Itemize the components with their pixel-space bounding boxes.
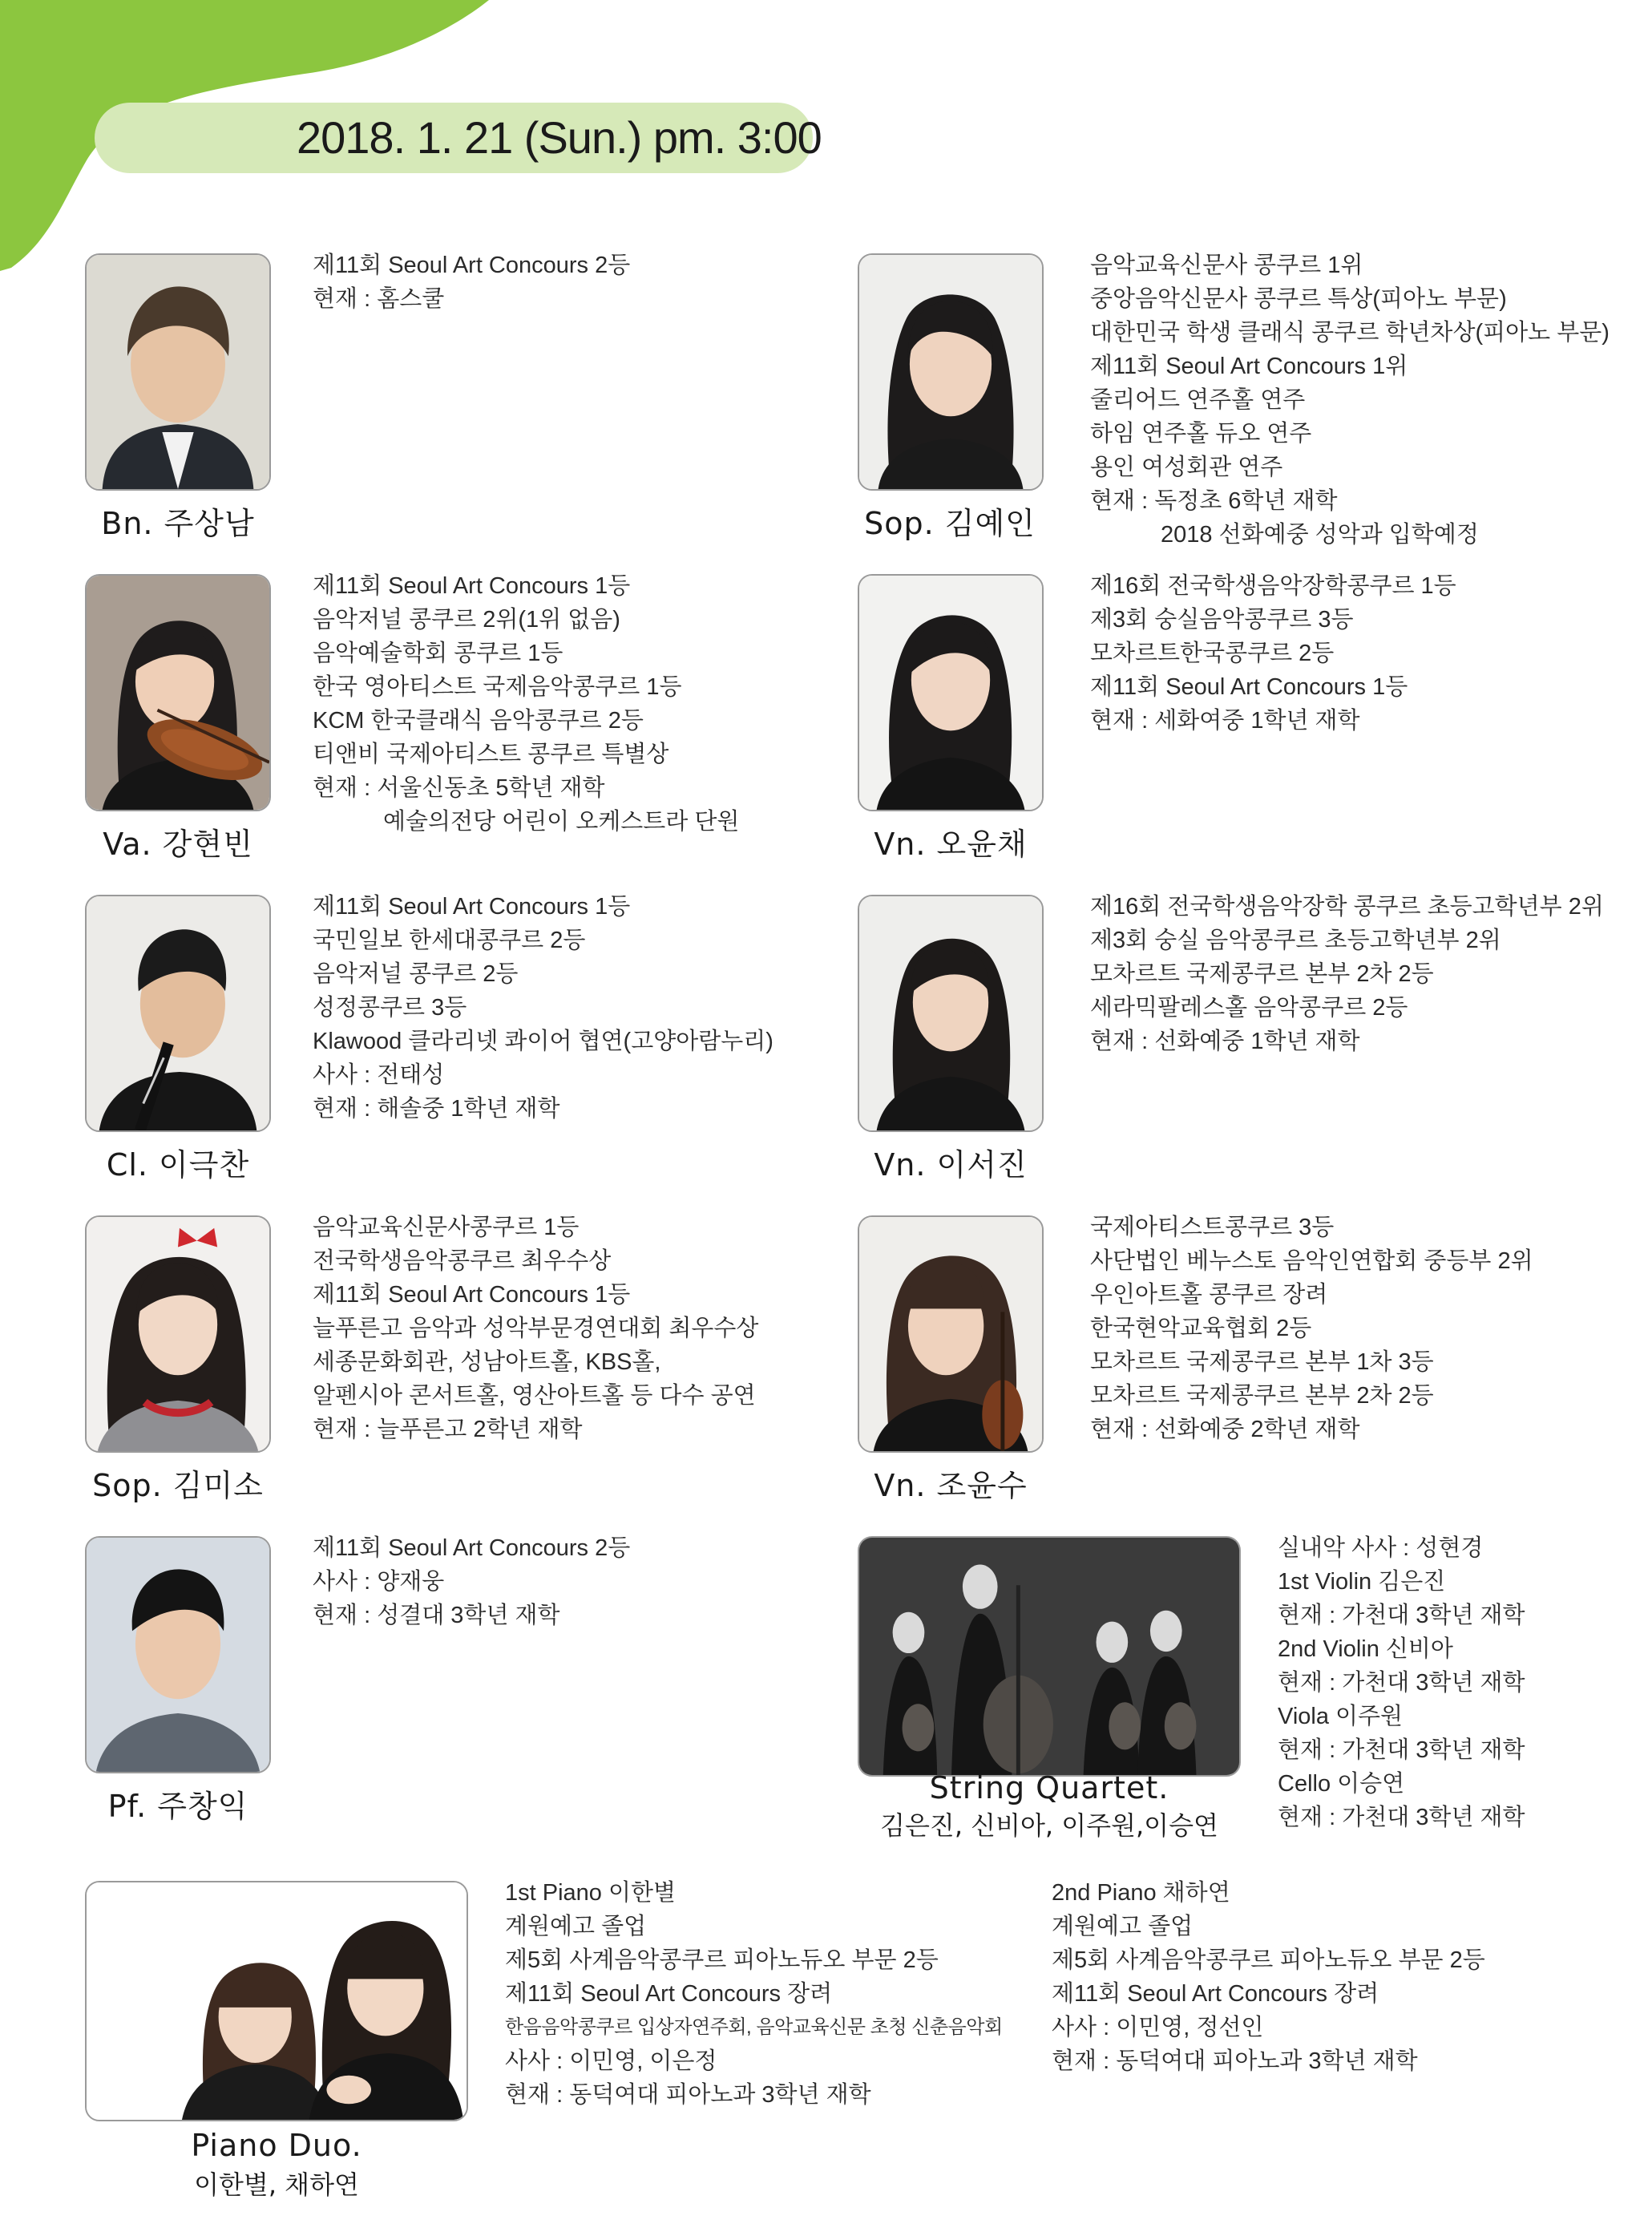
bio-line: 현재 : 가천대 3학년 재학 (1278, 1670, 1525, 1696)
bio-line: 모차르트 국제콩쿠르 본부 2차 2등 (1090, 961, 1434, 987)
bio-line: 한국 영아티스트 국제음악콩쿠르 1등 (313, 674, 682, 700)
bio-line: 현재 : 독정초 6학년 재학 (1090, 488, 1338, 514)
bio-line: 2nd Violin 신비아 (1278, 1636, 1453, 1662)
bio-line: 제11회 Seoul Art Concours 장려 (505, 1981, 833, 2007)
bio-line: 제11회 Seoul Art Concours 1등 (313, 573, 631, 599)
bio-line: Klawood 클라리넷 콰이어 협연(고양아람누리) (313, 1029, 773, 1054)
bio-line: 1st Violin 김은진 (1278, 1569, 1446, 1595)
bio-line: 제16회 전국학생음악장학콩쿠르 1등 (1090, 573, 1456, 599)
portrait-photo (85, 253, 271, 491)
quartet-bio (1278, 1531, 1525, 1834)
bio-line: 계원예고 졸업 (505, 1914, 647, 1939)
bio-line: 현재 : 홈스쿨 (313, 286, 445, 312)
performer-caption: Vn. 오윤채 (874, 827, 1028, 862)
bio-line: 현재 : 선화예중 2학년 재학 (1090, 1417, 1360, 1442)
performer-caption: Pf. 주창익 (107, 1789, 248, 1824)
bio-line: 하임 연주홀 듀오 연주 (1090, 421, 1312, 447)
bio-line: 음악저널 콩쿠르 2등 (313, 961, 519, 987)
performer-bio (1090, 249, 1610, 552)
bio-line: 1st Piano 이한별 (505, 1880, 677, 1906)
bio-line: 사사 : 이민영, 정선인 (1052, 2015, 1264, 2040)
bio-line: 모차르트 국제콩쿠르 본부 2차 2등 (1090, 1383, 1434, 1409)
bio-line: KCM 한국클래식 음악콩쿠르 2등 (313, 708, 644, 734)
performer-bio (313, 1531, 630, 1632)
bio-line: 현재 : 늘푸른고 2학년 재학 (313, 1417, 583, 1442)
bio-line: 현재 : 세화여중 1학년 재학 (1090, 708, 1360, 734)
second-piano-bio (1052, 1876, 1485, 2078)
bio-line: 현재 : 동덕여대 피아노과 3학년 재학 (505, 2082, 871, 2108)
portrait-photo (85, 1215, 271, 1453)
bio-line: 제5회 사계음악콩쿠르 피아노듀오 부문 2등 (505, 1947, 939, 1973)
bio-line: 중앙음악신문사 콩쿠르 특상(피아노 부문) (1090, 286, 1507, 312)
bio-line: 제11회 Seoul Art Concours 1위 (1090, 354, 1408, 379)
bio-line: 제16회 전국학생음악장학 콩쿠르 초등고학년부 2위 (1090, 894, 1604, 920)
bio-line: 제11회 Seoul Art Concours 1등 (1090, 674, 1408, 700)
concert-date: 2018. 1. 21 (Sun.) pm. 3:00 (297, 112, 822, 163)
bio-line: 사사 : 이민영, 이은정 (505, 2048, 717, 2074)
bio-line: 사단법인 베누스토 음악인연합회 중등부 2위 (1090, 1248, 1533, 1274)
bio-line: 현재 : 서울신동초 5학년 재학 (313, 775, 605, 801)
bio-line: Viola 이주원 (1278, 1704, 1404, 1729)
bio-line: 2nd Piano 채하연 (1052, 1880, 1230, 1906)
quartet-photo (858, 1536, 1241, 1777)
bio-line: 티앤비 국제아티스트 콩쿠르 특별상 (313, 742, 669, 767)
bio-line: 대한민국 학생 클래식 콩쿠르 학년차상(피아노 부문) (1090, 320, 1610, 346)
performer-caption: Sop. 김예인 (864, 506, 1036, 541)
bio-line: 음악예술학회 콩쿠르 1등 (313, 641, 563, 666)
performer-caption: Vn. 조윤수 (874, 1468, 1028, 1503)
performer-bio (313, 249, 630, 316)
bio-line: 한국현악교육협회 2등 (1090, 1316, 1312, 1341)
quartet-members: 김은진, 신비아, 이주원,이승연 (880, 1810, 1218, 1841)
bio-line: 현재 : 가천대 3학년 재학 (1278, 1737, 1525, 1763)
bio-line: 성정콩쿠르 3등 (313, 995, 467, 1021)
bio-line: 국제아티스트콩쿠르 3등 (1090, 1215, 1335, 1240)
bio-line: 세종문화회관, 성남아트홀, KBS홀, (313, 1349, 661, 1375)
bio-line: 제5회 사계음악콩쿠르 피아노듀오 부문 2등 (1052, 1947, 1485, 1973)
bio-line: 전국학생음악콩쿠르 최우수상 (313, 1248, 612, 1274)
duo-photo (85, 1881, 468, 2121)
bio-line: 예술의전당 어린이 오케스트라 단원 (383, 809, 740, 835)
first-piano-bio (505, 1876, 1003, 2112)
bio-line: 세라믹팔레스홀 음악콩쿠르 2등 (1090, 995, 1408, 1021)
portrait-photo (858, 253, 1044, 491)
portrait-photo (858, 1215, 1044, 1453)
bio-line: 음악교육신문사 콩쿠르 1위 (1090, 253, 1363, 278)
bio-line: 용인 여성회관 연주 (1090, 455, 1283, 480)
bio-line: 음악저널 콩쿠르 2위(1위 없음) (313, 607, 620, 633)
portrait-photo (858, 895, 1044, 1132)
performer-bio (1090, 569, 1456, 738)
duo-caption: Piano Duo. (191, 2128, 362, 2163)
bio-line: 줄리어드 연주홀 연주 (1090, 387, 1306, 413)
bio-line: 사사 : 전태성 (313, 1062, 445, 1088)
bio-line: 사사 : 양재웅 (313, 1569, 445, 1595)
bio-line: 제11회 Seoul Art Concours 1등 (313, 1282, 631, 1308)
performer-bio (313, 890, 773, 1126)
bio-line: 제11회 Seoul Art Concours 1등 (313, 894, 631, 920)
bio-line: 국민일보 한세대콩쿠르 2등 (313, 928, 586, 953)
bio-line: Cello 이승연 (1278, 1771, 1405, 1797)
bio-line: 제11회 Seoul Art Concours 장려 (1052, 1981, 1379, 2007)
performer-caption: Va. 강현빈 (103, 827, 253, 862)
bio-line: 음악교육신문사콩쿠르 1등 (313, 1215, 580, 1240)
portrait-photo (858, 574, 1044, 811)
bio-line: 제11회 Seoul Art Concours 2등 (313, 1535, 631, 1561)
bio-line: 모차르트한국콩쿠르 2등 (1090, 641, 1335, 666)
bio-line: 현재 : 동덕여대 피아노과 3학년 재학 (1052, 2048, 1418, 2074)
bio-line: 제3회 숭실음악콩쿠르 3등 (1090, 607, 1354, 633)
bio-line: 알펜시아 콘서트홀, 영산아트홀 등 다수 공연 (313, 1383, 756, 1409)
portrait-photo (85, 1536, 271, 1773)
performer-caption: Cl. 이극찬 (106, 1147, 250, 1183)
bio-line: 현재 : 성결대 3학년 재학 (313, 1603, 560, 1628)
performer-bio (1090, 1211, 1533, 1446)
quartet-caption: String Quartet. (929, 1770, 1169, 1805)
portrait-photo (85, 574, 271, 811)
performer-caption: Bn. 주상남 (101, 506, 255, 541)
bio-line: 제3회 숭실 음악콩쿠르 초등고학년부 2위 (1090, 928, 1501, 953)
bio-line: 계원예고 졸업 (1052, 1914, 1194, 1939)
bio-line: 모차르트 국제콩쿠르 본부 1차 3등 (1090, 1349, 1434, 1375)
bio-line: 2018 선화예중 성악과 입학예정 (1161, 522, 1479, 548)
bio-line: 한음음악콩쿠르 입상자연주회, 음악교육신문 초청 신춘음악회 (505, 2016, 1003, 2038)
bio-line: 우인아트홀 콩쿠르 장려 (1090, 1282, 1328, 1308)
bio-line: 실내악 사사 : 성현경 (1278, 1535, 1484, 1561)
bio-line: 현재 : 가천대 3학년 재학 (1278, 1805, 1525, 1830)
performer-bio (1090, 890, 1604, 1058)
duo-members: 이한별, 채하연 (194, 2169, 359, 2200)
performer-bio (313, 1211, 758, 1446)
portrait-photo (85, 895, 271, 1132)
performer-caption: Vn. 이서진 (874, 1147, 1028, 1183)
performer-caption: Sop. 김미소 (92, 1468, 264, 1503)
bio-line: 현재 : 선화예중 1학년 재학 (1090, 1029, 1360, 1054)
bio-line: 현재 : 가천대 3학년 재학 (1278, 1603, 1525, 1628)
bio-line: 제11회 Seoul Art Concours 2등 (313, 253, 631, 278)
performer-bio (313, 569, 739, 839)
bio-line: 현재 : 해솔중 1학년 재학 (313, 1096, 560, 1122)
bio-line: 늘푸른고 음악과 성악부문경연대회 최우수상 (313, 1316, 759, 1341)
